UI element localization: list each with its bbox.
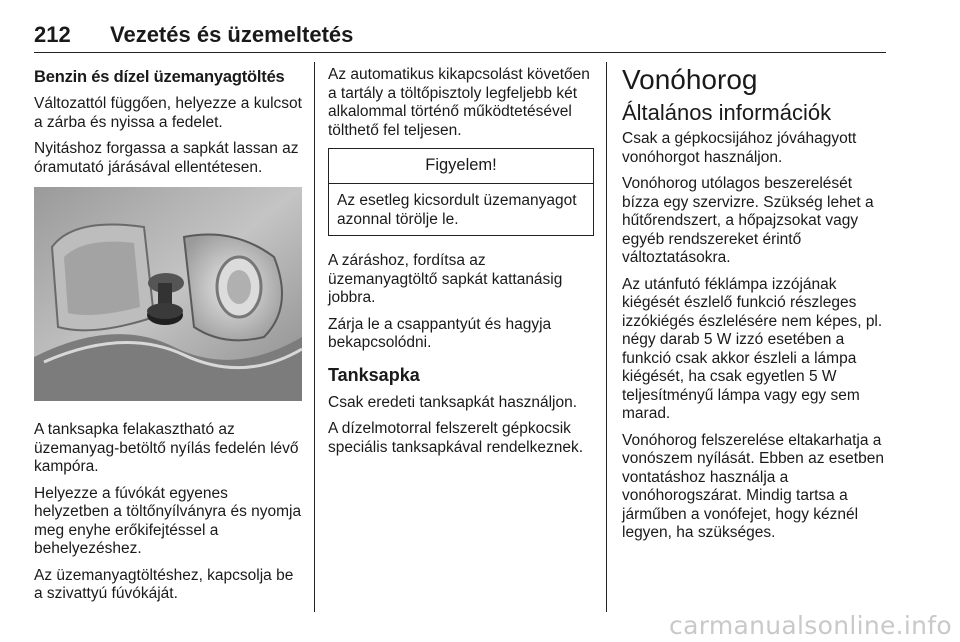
paragraph: A záráshoz, fordítsa az üzemanyagtöltő sapkát kattanásig jobbra. — [328, 252, 563, 306]
subsection-title-general-info: Általános információk — [622, 100, 832, 125]
paragraph: Zárja le a csappantyút és hagyja bekapcsolódni. — [328, 315, 552, 351]
page-number: 212 — [34, 22, 71, 47]
paragraph: Vonóhorog utólagos beszerelését bízza egy szervizre. Szükség lehet a hűtőrendszert, a hőpajzsokat vagy egyéb rendszereket érintő változtatásokra. — [622, 175, 874, 266]
watermark: carmanualsonline.info — [669, 611, 952, 640]
column-1 — [34, 62, 302, 612]
warning-title: Figyelem! — [329, 149, 593, 184]
section-title-towbar: Vonóhorog — [622, 64, 758, 95]
paragraph: Az automatikus kikapcsolást követően a tartály a töltőpisztoly legfeljebb két alkalommal történő működtetésével tölthető fel teljesen. — [328, 66, 590, 139]
warning-text: Az esetleg kicsordult üzemanyagot azonnal törölje le. — [337, 192, 577, 228]
paragraph: Vonóhorog felszerelése eltakarhatja a vonószem nyílását. Ebben az esetben vontatáshoz használja a vonóhorogszárat. Mindig tartsa a járműben a vonófejet, hogy kéznél legyen, ha szükséges. — [622, 431, 884, 541]
paragraph: Az utánfutó féklámpa izzójának kiégését észlelő funkció részleges izzókiégés észlelésére nem képes, pl. négy darab 5 W izzó esetében a funkció csak akkor észleli a lámpa kiégését, ha csak egyetlen 5 W teljesítményű lámpa vagy egy sem marad. — [622, 275, 883, 422]
column-2 — [328, 62, 594, 465]
paragraph: Nyitáshoz forgassa a sapkát lassan az óramutató járásával ellentétesen. — [34, 140, 299, 176]
column-3 — [622, 62, 892, 551]
warning-body — [329, 184, 593, 235]
paragraph: Helyezze a fúvókát egyenes helyzetben a töltőnyílványra és nyomja meg enyhe erőkifejtéssel a behelyezéshez. — [34, 484, 302, 557]
subheading-fuel-cap: Tanksapka — [328, 364, 420, 385]
section-heading-refuelling: Benzin és dízel üzemanyagtöltés — [34, 68, 285, 86]
page-header — [34, 22, 886, 53]
column-divider-2 — [606, 62, 607, 612]
fuel-cap-photo — [34, 187, 302, 401]
paragraph: A tanksapka felakasztható az üzemanyag-betöltő nyílás fedelén lévő kampóra. — [34, 421, 299, 475]
paragraph: Változattól függően, helyezze a kulcsot a zárba és nyissa a fedelet. — [34, 95, 302, 131]
paragraph: Csak a gépkocsijához jóváhagyott vonóhorgot használjon. — [622, 130, 857, 166]
chapter-title: Vezetés és üzemeltetés — [110, 22, 354, 47]
paragraph: A dízelmotorral felszerelt gépkocsik speciális tanksapkával rendelkeznek. — [328, 420, 584, 456]
paragraph: Az üzemanyagtöltéshez, kapcsolja be a szivattyú fúvókáját. — [34, 566, 294, 602]
column-divider-1 — [314, 62, 315, 612]
paragraph: Csak eredeti tanksapkát használjon. — [328, 393, 578, 411]
warning-box — [328, 148, 594, 236]
